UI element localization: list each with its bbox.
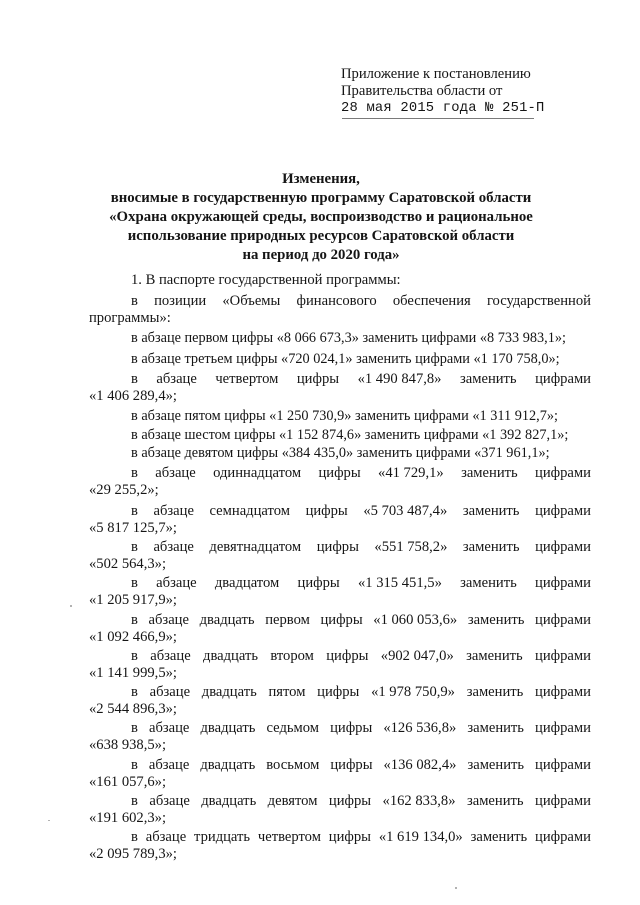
scan-speck (455, 887, 457, 889)
word: девятнадцатом (209, 539, 302, 555)
word: «1 619 134,0» (378, 829, 463, 845)
title-line-1: Изменения, (282, 171, 360, 187)
word: цифры (318, 465, 361, 481)
word: цифрами (535, 371, 591, 387)
word: «5 703 487,4» (363, 503, 448, 519)
word: «136 082,4» (383, 757, 457, 773)
word: в (131, 465, 138, 481)
item-line (131, 829, 591, 846)
word: в (131, 648, 138, 664)
word: в (131, 757, 138, 773)
title-line-5: на период до 2020 года» (242, 247, 400, 263)
word: втором (270, 648, 314, 664)
appendix-header (341, 66, 601, 117)
word: двадцать (200, 720, 256, 736)
word: «1 490 847,8» (357, 371, 442, 387)
word: заменить (460, 575, 517, 591)
word: «1 060 053,6» (373, 612, 458, 628)
word: абзаце (156, 575, 197, 591)
word: заменить (466, 648, 523, 664)
word: пятом (268, 684, 306, 700)
word: абзаце (155, 465, 196, 481)
word: заменить (462, 539, 520, 555)
word: «551 758,2» (374, 539, 448, 555)
word: в (131, 539, 138, 555)
word: девятом (267, 793, 318, 809)
word: «162 833,8» (382, 793, 456, 809)
word: четвертом (215, 371, 279, 387)
word: «126 536,8» (383, 720, 457, 736)
word: заменить (467, 612, 525, 628)
item-line-cont: «29 255,2»; (89, 482, 159, 498)
word: в (131, 720, 138, 736)
word: двадцатом (214, 575, 280, 591)
word: цифры (330, 757, 373, 773)
word: двадцать (203, 648, 258, 664)
word: абзаце (148, 720, 190, 736)
item-line: в абзаце пятом цифры «1 250 730,9» заменить цифрами «1 311 912,7»; (131, 408, 558, 424)
word: в (131, 793, 138, 809)
scan-speck (70, 605, 72, 607)
word: цифрами (535, 503, 591, 519)
item-line-cont: «2 544 896,3»; (89, 701, 177, 717)
word: заменить (462, 503, 520, 519)
item-line (131, 539, 591, 556)
word: абзаце (149, 684, 191, 700)
document-title (40, 170, 602, 265)
word: абзаце (148, 757, 190, 773)
word: «Объемы (222, 293, 281, 309)
word: тридцать (194, 829, 251, 845)
word: цифры (305, 503, 348, 519)
word: цифры (317, 684, 360, 700)
word: в (131, 575, 138, 591)
word: цифры (316, 539, 359, 555)
item-line-cont: «638 938,5»; (89, 737, 167, 753)
word: цифры (320, 612, 363, 628)
item-line: в абзаце шестом цифры «1 152 874,6» заменить цифрами «1 392 827,1»; (131, 427, 569, 443)
word: в (131, 612, 138, 628)
item-line: в абзаце девятом цифры «384 435,0» заменить цифрами «371 961,1»; (131, 445, 550, 461)
scan-speck (48, 820, 50, 821)
word: в (131, 293, 138, 309)
word: цифрами (535, 684, 591, 700)
item-line (131, 648, 591, 665)
item-line-cont: «1 205 917,9»; (89, 592, 177, 608)
word: первом (265, 612, 310, 628)
word: заменить (466, 684, 524, 700)
word: обеспечения (392, 293, 471, 309)
word: двадцать (199, 612, 255, 628)
word: абзаце (153, 539, 194, 555)
word: «41 729,1» (378, 465, 444, 481)
word: финансового (296, 293, 377, 309)
word: абзаце (150, 648, 191, 664)
item-line (131, 465, 591, 482)
item-line (131, 757, 591, 774)
word: заменить (461, 465, 518, 481)
item-line (131, 612, 591, 629)
word: седьмом (266, 720, 320, 736)
word: четвертом (257, 829, 321, 845)
item-line-cont: «161 057,6»; (89, 774, 167, 790)
word: абзаце (149, 793, 190, 809)
word: в (131, 371, 138, 387)
word: абзаце (153, 503, 194, 519)
word: цифрами (535, 612, 591, 628)
word: цифрами (535, 829, 591, 845)
word: цифрами (535, 648, 591, 664)
header-line-2: Правительства области от (341, 83, 503, 99)
title-line-2: вносимые в государственную программу Саратовской области (110, 190, 532, 206)
word: цифры (297, 575, 340, 591)
header-date-number: 28 мая 2015 года № 251-П (341, 101, 545, 116)
word: заменить (467, 720, 524, 736)
word: цифрами (535, 539, 591, 555)
header-line-1: Приложение к постановлению (341, 66, 531, 82)
item-line (131, 793, 591, 810)
word: «902 047,0» (380, 648, 454, 664)
word: цифрами (535, 575, 591, 591)
item-line: в абзаце первом цифры «8 066 673,3» заменить цифрами «8 733 983,1»; (131, 330, 567, 346)
word: цифрами (535, 793, 591, 809)
word: в (131, 829, 138, 845)
item-line-cont: «191 602,3»; (89, 810, 167, 826)
item-line-cont: «5 817 125,7»; (89, 520, 177, 536)
word: цифры (328, 793, 372, 809)
item-line (131, 720, 591, 737)
word: заменить (459, 371, 517, 387)
word: цифры (326, 648, 369, 664)
item-line (131, 684, 591, 701)
word: двадцать (201, 684, 257, 700)
word: цифры (296, 371, 340, 387)
word: семнадцатом (209, 503, 290, 519)
word: государственной (486, 293, 591, 309)
item-line-cont: «2 095 789,3»; (89, 846, 177, 862)
title-line-3: «Охрана окружающей среды, воспроизводство и рациональное (109, 209, 533, 225)
item-line-cont: «1 406 289,4»; (89, 388, 177, 404)
item-line-cont: «1 141 999,5»; (89, 665, 177, 681)
paragraph-1: 1. В паспорте государственной программы: (131, 272, 401, 288)
word: восьмом (266, 757, 320, 773)
word: одиннадцатом (213, 465, 302, 481)
word: двадцать (200, 757, 256, 773)
word: в (131, 684, 138, 700)
word: цифрами (535, 757, 591, 773)
item-line (131, 371, 591, 388)
word: цифры (328, 829, 371, 845)
header-underline (342, 118, 534, 119)
item-line: в абзаце третьем цифры «720 024,1» заменить цифрами «1 170 758,0»; (131, 351, 560, 367)
word: заменить (467, 757, 525, 773)
word: заменить (466, 793, 524, 809)
word: «1 315 451,5» (357, 575, 442, 591)
paragraph-2-cont: программы»: (89, 310, 171, 326)
word: абзаце (148, 612, 189, 628)
word: в (131, 503, 138, 519)
word: двадцать (201, 793, 257, 809)
item-line (131, 503, 591, 520)
word: позиции (154, 293, 207, 309)
word: абзаце (145, 829, 187, 845)
word: цифрами (535, 465, 591, 481)
item-line (131, 575, 591, 592)
word: абзаце (156, 371, 197, 387)
title-line-4: использование природных ресурсов Саратовской области (127, 228, 515, 244)
word: заменить (470, 829, 528, 845)
word: «1 978 750,9» (371, 684, 455, 700)
paragraph-2-line (131, 293, 591, 310)
word: цифры (330, 720, 373, 736)
word: цифрами (535, 720, 591, 736)
item-line-cont: «1 092 466,9»; (89, 629, 177, 645)
item-line-cont: «502 564,3»; (89, 556, 167, 572)
